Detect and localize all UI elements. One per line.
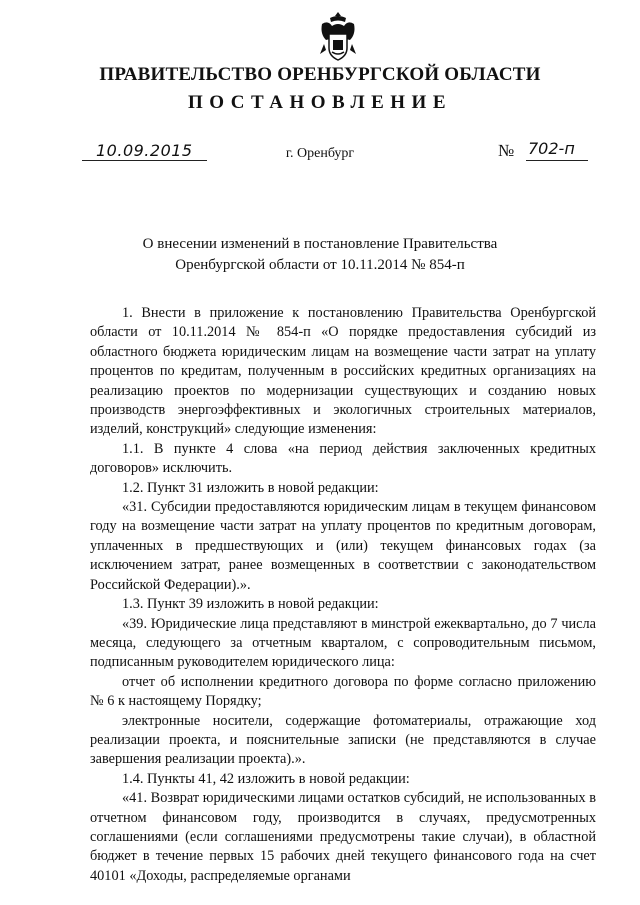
organization-name: ПРАВИТЕЛЬСТВО ОРЕНБУРГСКОЙ ОБЛАСТИ bbox=[99, 64, 541, 85]
paragraph: 1. Внести в приложение к постановлению Правительства Оренбургской области от 10.11.2014 № 854-п «О порядке предоставления субсидий из областного бюджета юридическим лицам на возмещение части затрат на уплату процентов по кредитам, полученным в российских кредитных организациях на реализацию проектов по модернизации существующих и созданию новых производств энергоэффективных и экологичных строительных материалов, изделий, конструкций» следующие изменения: bbox=[90, 305, 596, 438]
paragraph: 1.4. Пункты 41, 42 изложить в новой редакции: bbox=[122, 770, 410, 787]
paragraph: 1.3. Пункт 39 изложить в новой редакции: bbox=[122, 596, 379, 613]
title-line-2: Оренбургской области от 10.11.2014 № 854-п bbox=[175, 257, 465, 273]
paragraph: «41. Возврат юридическими лицами остатков субсидий, не использованных в отчетном финансовом году, производится в случаях, предусмотренных соглашениями (если соглашениями предусмотрены такие случаи), в областной бюджет в течение первых 15 рабочих дней текущего финансового года на счет 40101 «Доходы, распределяемые органами bbox=[90, 790, 596, 884]
document-title bbox=[0, 234, 640, 276]
paragraph: «39. Юридические лица представляют в минстрой ежеквартально, до 7 числа месяца, следующего за отчетным кварталом, с сопроводительным письмом, подписанным руководителем юридического лица: bbox=[90, 615, 596, 671]
coat-of-arms-icon bbox=[318, 10, 358, 64]
document-number: 702-п bbox=[528, 139, 575, 158]
paragraph: электронные носители, содержащие фотоматериалы, отражающие ход реализации проекта, и пояснительные записки (не представляются в случае завершения реализации проекта).». bbox=[90, 712, 596, 768]
number-underline bbox=[526, 160, 588, 161]
document-date: 10.09.2015 bbox=[96, 141, 193, 160]
paragraph: 1.1. В пункте 4 слова «на период действия заключенных кредитных договоров» исключить. bbox=[90, 440, 596, 477]
title-line-1: О внесении изменений в постановление Правительства bbox=[142, 236, 498, 252]
document-body bbox=[90, 304, 596, 886]
document-city: г. Оренбург bbox=[285, 146, 355, 161]
paragraph: отчет об исполнении кредитного договора по форме согласно приложению № 6 к настоящему Порядку; bbox=[90, 673, 596, 710]
number-sign: № bbox=[498, 141, 515, 160]
paragraph: 1.2. Пункт 31 изложить в новой редакции: bbox=[122, 479, 379, 496]
document-type: ПОСТАНОВЛЕНИЕ bbox=[187, 92, 453, 113]
paragraph: «31. Субсидии предоставляются юридическим лицам в текущем финансовом году на возмещение части затрат на уплату процентов по кредитным договорам, уплаченных в предшествующих и (или) текущем финансовых годах (за исключением затрат, ранее возмещенных в соответствии с законодательством Российской Федерации).». bbox=[90, 499, 596, 593]
